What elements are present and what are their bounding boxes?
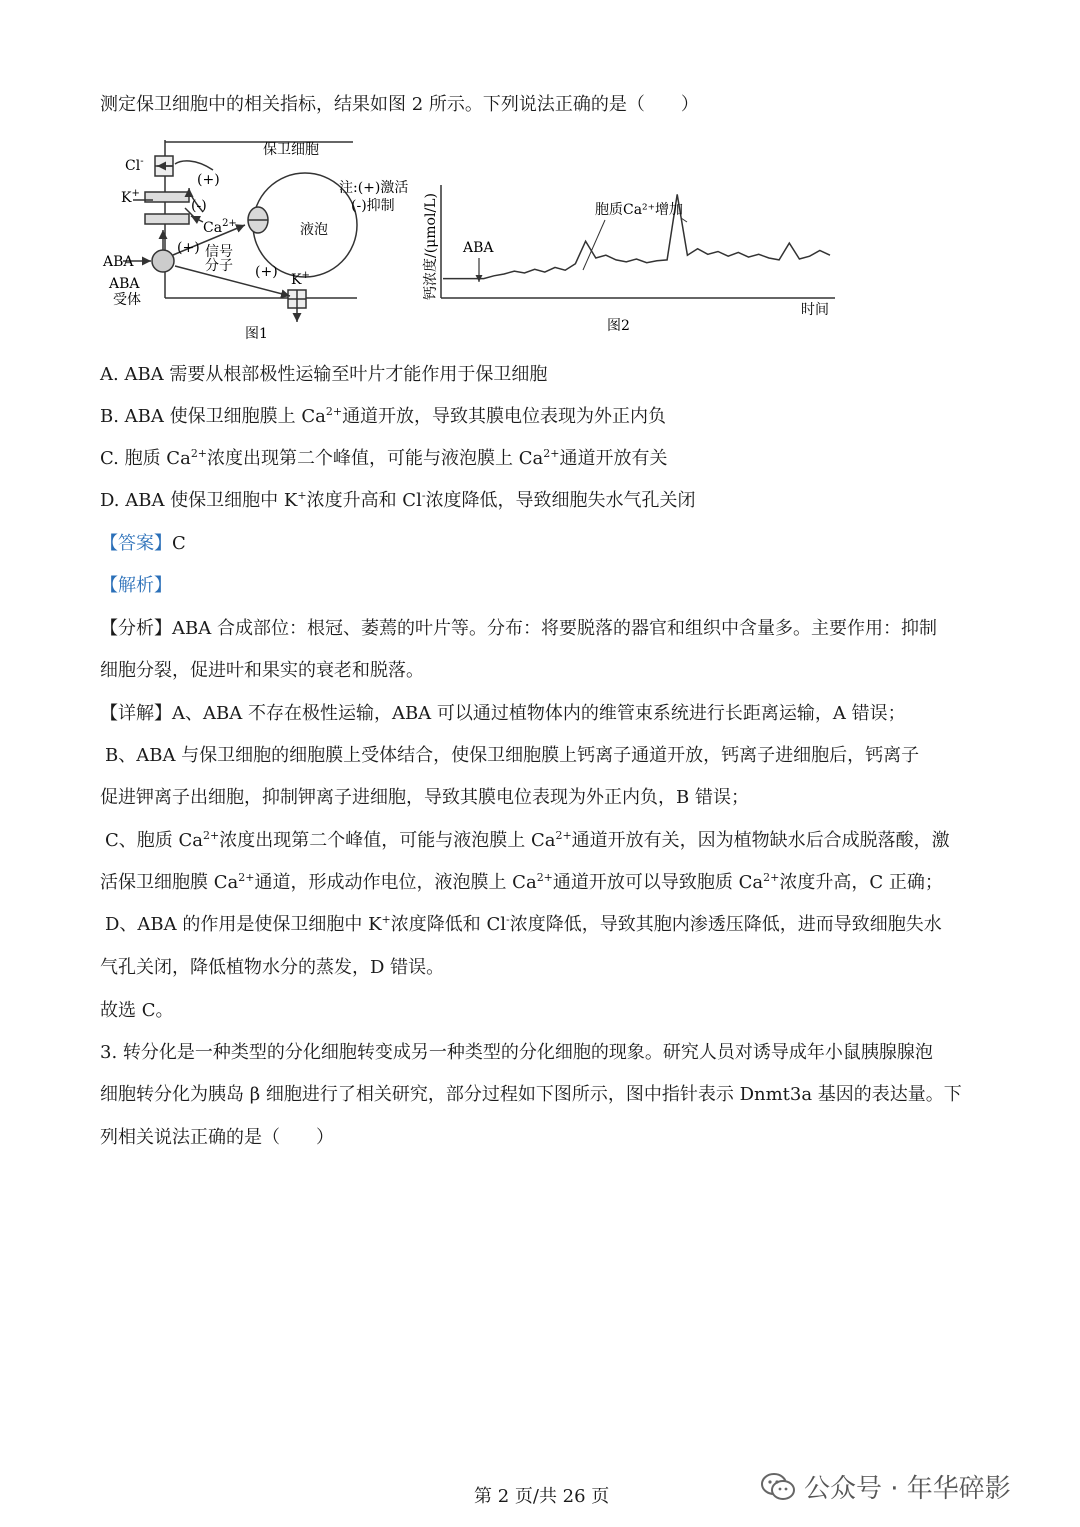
receptor-label-line2: 受体 bbox=[113, 292, 141, 308]
xiangjie-line-b1: B、ABA 与保卫细胞的细胞膜上受体结合，使保卫细胞膜上钙离子通道开放，钙离子进细胞后，钙离子 bbox=[105, 745, 920, 766]
figure-2-ylabel: 钙浓度/(μmol/L) bbox=[423, 193, 439, 300]
cell-label: 保卫细胞 bbox=[263, 142, 319, 158]
option-b: B. ABA 使保卫细胞膜上 $Ca^{2+}$通道开放，导致其膜电位表现为外正内负 bbox=[100, 405, 667, 427]
option-a: A. ABA 需要从根部极性运输至叶片才能作用于保卫细胞 bbox=[100, 364, 548, 385]
answer: 【答案】C bbox=[100, 533, 186, 554]
xiangjie-line-a: 【详解】A、ABA 不存在极性运输，ABA 可以通过植物体内的维管束系统进行长距离运输，A 错误； bbox=[100, 703, 906, 724]
watermark-text: 公众号 · 年华碎影 bbox=[804, 1474, 1011, 1504]
xiangjie-line-c2: 活保卫细胞膜 $Ca^{2+}$通道，形成动作电位，液泡膜上 $Ca^{2+}$通道开放可以导致胞质 $Ca^{2+}$浓度升高，C 正确； bbox=[100, 871, 943, 893]
option-c: C. 胞质 $Ca^{2+}$浓度出现第二个峰值，可能与液泡膜上 $Ca^{2+}$通道开放有关 bbox=[100, 447, 668, 469]
signal-label-line2: 分子 bbox=[205, 258, 233, 274]
question-3-line-2: 细胞转分化为胰岛 β 细胞进行了相关研究，部分过程如下图所示，图中指针表示 Dnmt3a 基因的表达量。下 bbox=[100, 1084, 962, 1105]
fenxi-line-1: 【分析】ABA 合成部位：根冠、萎蔫的叶片等。分布：将要脱落的器官和组织中含量多。主要作用：抑制 bbox=[100, 618, 937, 639]
figure-1-caption: 图1 bbox=[245, 326, 268, 342]
minus-label-1: (-) bbox=[191, 198, 207, 214]
k-ion-bottom-label: K+ bbox=[291, 270, 310, 288]
k-ion-top-label: K+ bbox=[121, 188, 140, 206]
option-d: D. ABA 使保卫细胞中 K+浓度升高和 Cl-浓度降低，导致细胞失水气孔关闭 bbox=[100, 489, 696, 511]
question-stem-tail: 测定保卫细胞中的相关指标，结果如图 2 所示。下列说法正确的是（ ） bbox=[100, 94, 699, 115]
question-3-line-3: 列相关说法正确的是（ ） bbox=[100, 1127, 334, 1148]
page-footer: 第 2 页/共 26 页 bbox=[474, 1486, 610, 1507]
figure-2-caption: 图2 bbox=[607, 318, 630, 334]
cl-ion-label: Cl- bbox=[125, 156, 144, 174]
xiangjie-line-d1: D、ABA 的作用是使保卫细胞中 K+浓度降低和 Cl-浓度降低，导致其胞内渗透压降低，进而导致细胞失水 bbox=[105, 913, 942, 935]
watermark bbox=[760, 1468, 1011, 1505]
signal-label-line1: 信号 bbox=[205, 244, 233, 260]
fenxi-line-2: 细胞分裂，促进叶和果实的衰老和脱落。 bbox=[100, 660, 424, 681]
annotation-pointer-1 bbox=[583, 220, 605, 270]
xiangjie-line-c1: C、胞质 $Ca^{2+}$浓度出现第二个峰值，可能与液泡膜上 $Ca^{2+}$通道开放有关，因为植物缺水后合成脱落酸，激 bbox=[105, 829, 950, 851]
calcium-increase-annotation: 胞质Ca²⁺增加 bbox=[595, 202, 684, 218]
figure-2-note-line1: 注:(+)激活 bbox=[339, 180, 409, 196]
plus-label-3: (+) bbox=[255, 264, 278, 280]
figures bbox=[95, 130, 855, 345]
receptor-label-line1: ABA bbox=[109, 276, 140, 292]
aba-label: ABA bbox=[103, 254, 134, 270]
vacuole-label: 液泡 bbox=[300, 222, 328, 238]
xiangjie-line-b2: 促进钾离子出细胞，抑制钾离子进细胞，导致其膜电位表现为外正内负，B 错误； bbox=[100, 787, 749, 808]
wechat-icon bbox=[760, 1472, 796, 1502]
analysis-label: 【解析】 bbox=[100, 575, 172, 596]
aba-marker-label: ABA bbox=[463, 240, 494, 256]
figure-2-note-line2: (-)抑制 bbox=[351, 198, 395, 214]
plus-label-2: (+) bbox=[177, 240, 200, 256]
figure-2-xlabel: 时间 bbox=[801, 302, 829, 318]
ca-ion-label: $Ca^{2+}$ bbox=[203, 218, 237, 236]
plus-label-1: (+) bbox=[197, 172, 220, 188]
conclusion: 故选 C。 bbox=[100, 1000, 174, 1021]
xiangjie-line-d2: 气孔关闭，降低植物水分的蒸发，D 错误。 bbox=[100, 957, 445, 978]
question-3-line-1: 3. 转分化是一种类型的分化细胞转变成另一种类型的分化细胞的现象。研究人员对诱导成年小鼠胰腺腺泡 bbox=[100, 1042, 933, 1063]
